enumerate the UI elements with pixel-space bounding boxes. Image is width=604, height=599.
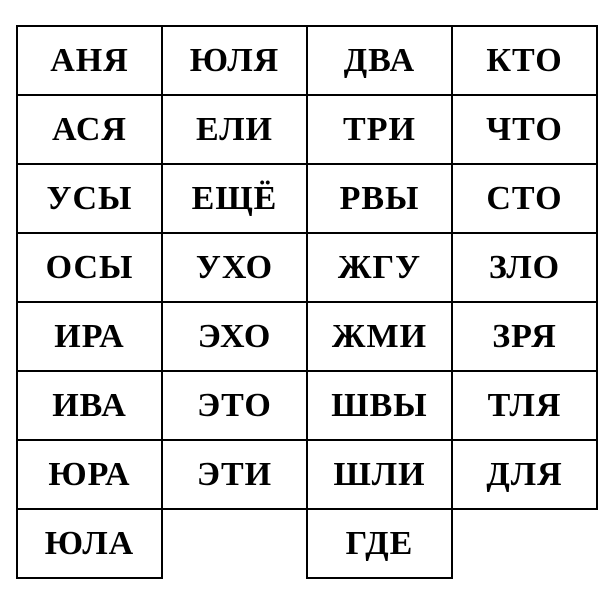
word-text: ЗЛО bbox=[488, 248, 561, 286]
word-text: ЮРА bbox=[48, 455, 131, 493]
empty-cell bbox=[452, 509, 597, 578]
word-cell bbox=[17, 95, 162, 164]
word-cell bbox=[17, 26, 162, 95]
table-row bbox=[17, 26, 597, 95]
word-cell bbox=[307, 95, 452, 164]
word-cell bbox=[452, 26, 597, 95]
word-text: ЖГУ bbox=[337, 248, 422, 286]
word-text: ЕЛИ bbox=[195, 110, 273, 148]
word-cell bbox=[307, 164, 452, 233]
word-text: ЮЛЯ bbox=[189, 41, 280, 79]
word-cell bbox=[307, 440, 452, 509]
word-text: ЭХО bbox=[197, 317, 272, 355]
word-text: ТРИ bbox=[343, 110, 416, 148]
word-cell bbox=[452, 95, 597, 164]
word-cell bbox=[162, 302, 307, 371]
word-cell bbox=[307, 509, 452, 578]
word-text: АНЯ bbox=[50, 41, 129, 79]
word-text: РВЫ bbox=[339, 179, 420, 217]
word-cell bbox=[162, 371, 307, 440]
word-cell bbox=[162, 26, 307, 95]
word-grid bbox=[16, 25, 598, 579]
word-text: ШЛИ bbox=[333, 455, 426, 493]
word-text: ИВА bbox=[52, 386, 127, 424]
word-cell bbox=[17, 233, 162, 302]
word-text: ОСЫ bbox=[45, 248, 134, 286]
word-cell bbox=[307, 26, 452, 95]
word-text: ЧТО bbox=[486, 110, 563, 148]
word-text: СТО bbox=[486, 179, 563, 217]
word-cell bbox=[17, 371, 162, 440]
word-text: ДЛЯ bbox=[486, 455, 563, 493]
word-text: ИРА bbox=[54, 317, 125, 355]
word-text: ЭТО bbox=[197, 386, 272, 424]
word-cell bbox=[452, 164, 597, 233]
table-row bbox=[17, 371, 597, 440]
word-cell bbox=[307, 371, 452, 440]
word-text: УХО bbox=[195, 248, 274, 286]
word-text: ТЛЯ bbox=[487, 386, 562, 424]
word-text: ЕЩЁ bbox=[191, 179, 278, 217]
word-cell bbox=[162, 440, 307, 509]
empty-cell bbox=[162, 509, 307, 578]
word-text: АСЯ bbox=[52, 110, 127, 148]
word-text: ГДЕ bbox=[345, 524, 414, 562]
table-row bbox=[17, 233, 597, 302]
word-cell bbox=[452, 371, 597, 440]
word-cell bbox=[17, 440, 162, 509]
word-cell bbox=[452, 233, 597, 302]
word-text: ЗРЯ bbox=[492, 317, 557, 355]
word-grid-body bbox=[17, 26, 597, 578]
word-cell bbox=[452, 302, 597, 371]
word-cell bbox=[162, 233, 307, 302]
word-text: КТО bbox=[486, 41, 563, 79]
word-text: ЮЛА bbox=[44, 524, 135, 562]
table-row bbox=[17, 164, 597, 233]
word-cell bbox=[307, 302, 452, 371]
word-text: ШВЫ bbox=[331, 386, 428, 424]
word-text: ЭТИ bbox=[196, 455, 273, 493]
table-row bbox=[17, 302, 597, 371]
table-row bbox=[17, 95, 597, 164]
word-cell bbox=[17, 509, 162, 578]
word-cell bbox=[17, 164, 162, 233]
word-text: УСЫ bbox=[46, 179, 133, 217]
word-cell bbox=[17, 302, 162, 371]
word-cell bbox=[307, 233, 452, 302]
word-cell bbox=[162, 164, 307, 233]
table-row bbox=[17, 440, 597, 509]
word-cell bbox=[452, 440, 597, 509]
word-text: ЖМИ bbox=[331, 317, 428, 355]
word-text: ДВА bbox=[343, 41, 416, 79]
word-cell bbox=[162, 95, 307, 164]
table-row bbox=[17, 509, 597, 578]
